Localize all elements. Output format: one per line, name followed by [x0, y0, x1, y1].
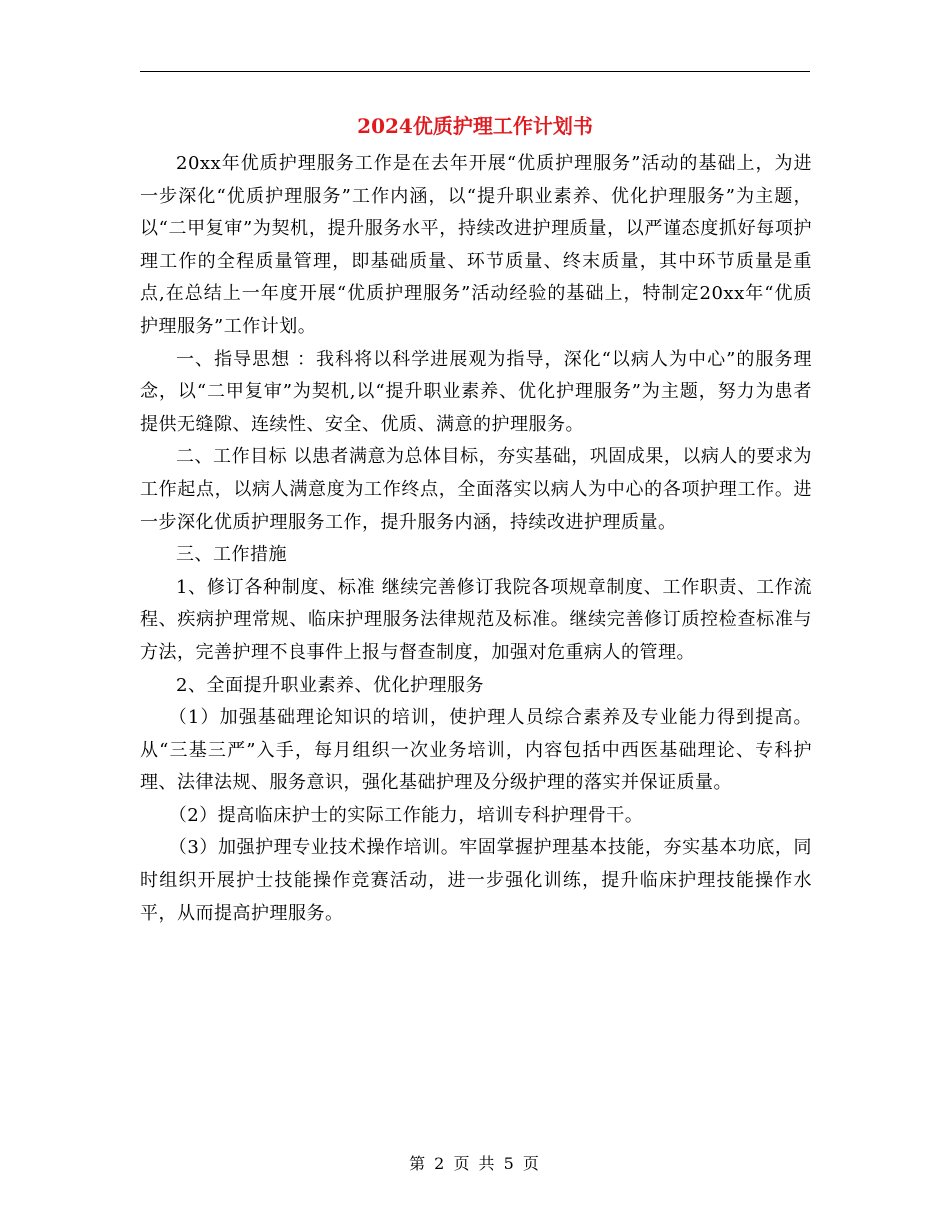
intro-paragraph: 20xx年优质护理服务工作是在去年开展“优质护理服务”活动的基础上，为进一步深化“优质护理服务”工作内涵，以“提升职业素养、优化护理服务”为主题，以“二甲复审”为契机，提升服务水平，持续改进护理质量，以严谨态度抓好每项护理工作的全程质量管理，即基础质量、环节质量、终末质量，其中环节质量是重点,在总结上一年度开展“优质护理服务”活动经验的基础上，特制定20xx年“优质护理服务”工作计划。: [140, 153, 812, 337]
measure-1-paragraph: 1、修订各种制度、标准 继续完善修订我院各项规章制度、工作职责、工作流程、疾病护理常规、临床护理服务法律规范及标准。继续完善修订质控检查标准与方法，完善护理不良事件上报与督查制度，加强对危重病人的管理。: [140, 576, 812, 663]
measure-2-item-2: （2）提高临床护士的实际工作能力，培训专科护理骨干。: [168, 804, 644, 826]
measure-2-item-3: （3）加强护理专业技术操作培训。牢固掌握护理基本技能，夯实基本功底，同时组织开展护士技能操作竞赛活动，进一步强化训练，提升临床护理技能操作水平，从而提高护理服务。: [140, 837, 812, 924]
header-rule: [140, 71, 810, 72]
measure-2-item-1: （1）加强基础理论知识的培训，使护理人员综合素养及专业能力得到提高。从“三基三严”入手，每月组织一次业务培训，内容包括中西医基础理论、专科护理、法律法规、服务意识，强化基础护理及分级护理的落实并保证质量。: [140, 707, 812, 794]
page-number: 第 2 页 共 5 页: [409, 1154, 541, 1173]
document-body: [140, 148, 812, 930]
work-goals-paragraph: 二、工作目标 以患者满意为总体目标，夯实基础，巩固成果，以病人的要求为工作起点，以病人满意度为工作终点，全面落实以病人为中心的各项护理工作。进一步深化优质护理服务工作，提升服务内涵，持续改进护理质量。: [140, 446, 812, 533]
measure-2-heading: 2、全面提升职业素养、优化护理服务: [176, 674, 484, 696]
document-title: 2024优质护理工作计划书: [357, 114, 593, 138]
work-measures-heading: 三、工作措施: [176, 544, 287, 566]
guiding-ideology-paragraph: 一、指导思想 ：我科将以科学进展观为指导，深化“以病人为中心”的服务理念，以“二甲复审”为契机,以“提升职业素养、优化护理服务”为主题，努力为患者提供无缝隙、连续性、安全、优质、满意的护理服务。: [140, 348, 812, 435]
